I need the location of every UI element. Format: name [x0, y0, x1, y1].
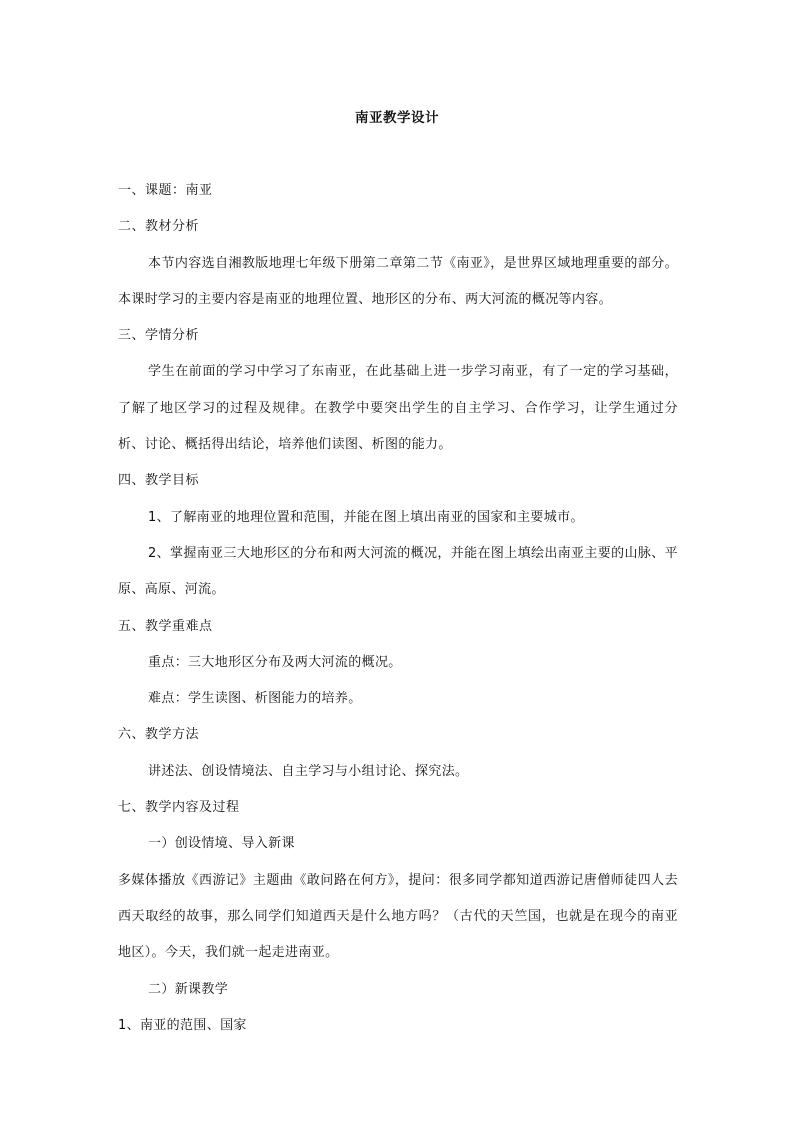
body-paragraph: 难点：学生读图、析图能力的培养。: [148, 691, 362, 707]
body-paragraph: 重点：三大地形区分布及两大河流的概况。: [148, 654, 402, 670]
section-heading: 一、课题：南亚: [118, 183, 213, 198]
body-paragraph: 1、了解南亚的地理位置和范围，并能在图上填出南亚的国家和主要城市。: [148, 509, 584, 525]
body-paragraph: 学生在前面的学习中学习了东南亚，在此基础上进一步学习南亚，有了一定的学习基础，了解了地区学习的过程及规律。在教学中要突出学生的自主学习、合作学习，让学生通过分析、讨论、概括得出结论，培养他们读图、析图的能力。: [118, 364, 678, 453]
body-paragraph: 本节内容选自湘教版地理七年级下册第二章第二节《南亚》，是世界区域地理重要的部分。本课时学习的主要内容是南亚的地理位置、地形区的分布、两大河流的概况等内容。: [118, 255, 678, 307]
section-heading: 二、教材分析: [118, 219, 200, 235]
body-paragraph: 二）新课教学: [148, 981, 229, 997]
section-heading: 三、学情分析: [118, 328, 200, 344]
section-heading: 五、教学重难点: [118, 618, 213, 634]
section-heading: 七、教学内容及过程: [118, 800, 240, 816]
body-paragraph: 2、掌握南亚三大地形区的分布和两大河流的概况，并能在图上填绘出南亚主要的山脉、平原、高原、河流。: [118, 545, 678, 598]
body-paragraph: 1、南亚的范围、国家: [118, 1017, 247, 1033]
document-body: [118, 173, 678, 1044]
section-heading: 六、教学方法: [118, 727, 200, 743]
body-paragraph: 讲述法、创设情境法、自主学习与小组讨论、探究法。: [148, 763, 469, 779]
document-title: 南亚教学设计: [355, 110, 439, 126]
section-heading: 四、教学目标: [118, 473, 200, 489]
body-paragraph: 一）创设情境、导入新课: [148, 836, 295, 852]
body-paragraph: 多媒体播放《西游记》主题曲《敢问路在何方》，提问：很多同学都知道西游记唐僧师徒四人去西天取经的故事，那么同学们知道西天是什么地方吗？（古代的天竺国，也就是在现今的南亚地区）。今天，我们就一起走进南亚。: [118, 872, 678, 961]
